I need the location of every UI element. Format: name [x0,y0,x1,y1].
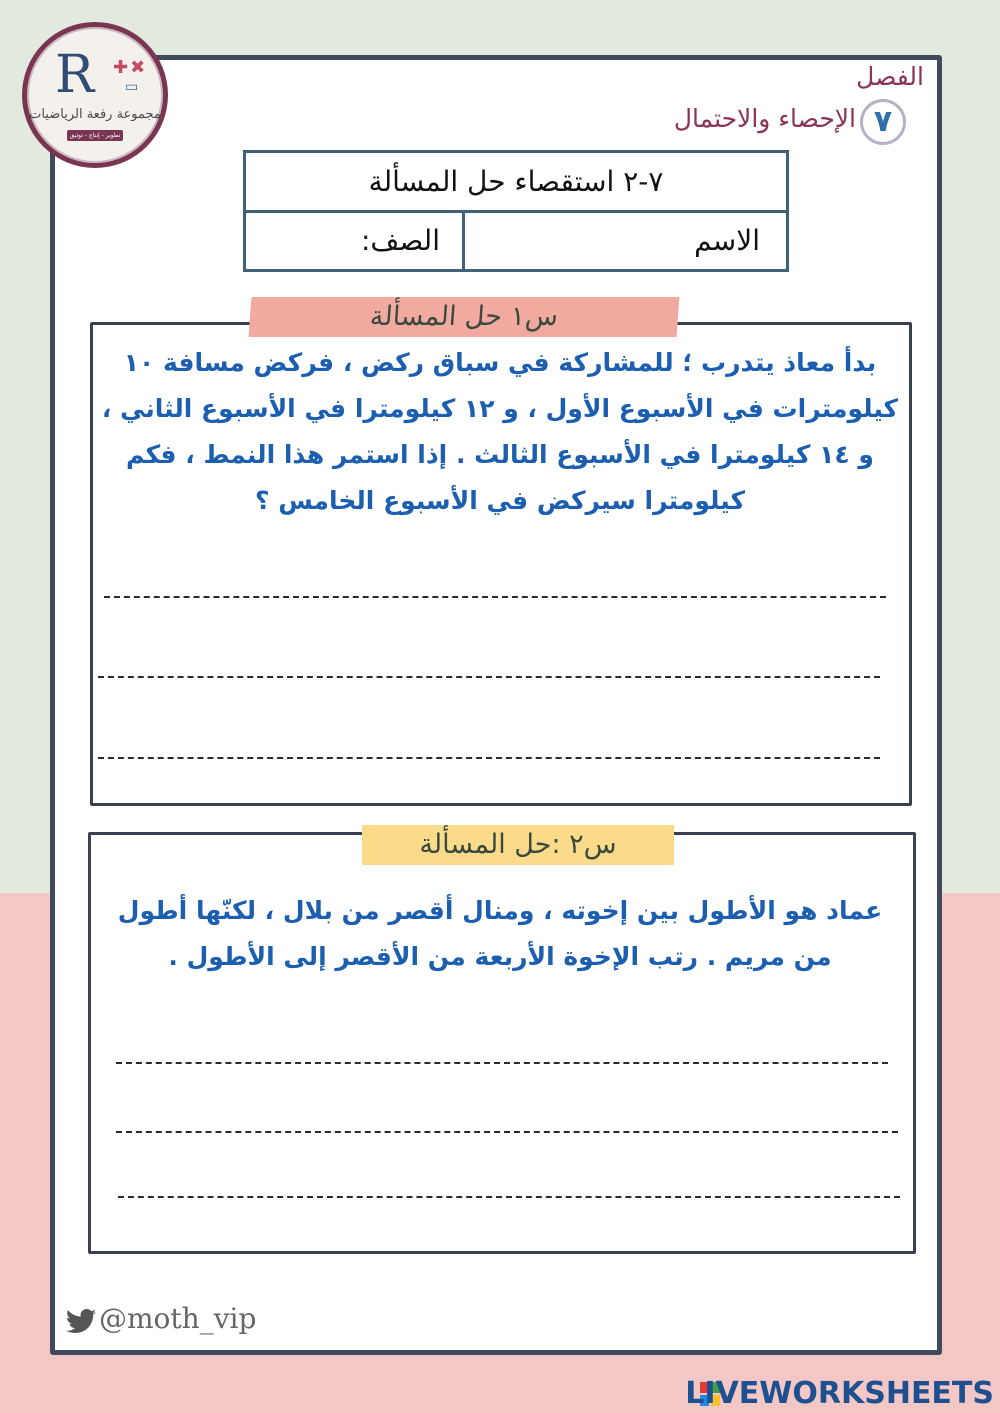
answer-line[interactable] [116,1131,898,1133]
question-2-label: س٢ :حل المسألة [362,825,674,865]
math-symbols-icon: ✚✖ [113,57,148,78]
answer-line[interactable] [118,1196,900,1198]
name-field[interactable]: الاسم [462,213,786,269]
chapter-label: الفصل [856,62,924,91]
question-1-label: س١ حل المسألة [249,297,680,337]
liveworksheets-brand[interactable]: LIVEWORKSHEETS [685,1376,994,1411]
question-1-text: بدأ معاذ يتدرب ؛ للمشاركة في سباق ركض ، فركض مسافة ١٠ كيلومترات في الأسبوع الأول ، و ١٢ كيلومترا في الأسبوع الثاني ، و ١٤ كيلومترا في الأسبوع الثالث . إذا استمر هذا النمط ، فكم كيلومترا سيركض في الأسبوع الخامس ؟ [101,348,899,515]
twitter-bird-icon [65,1309,97,1333]
class-field[interactable]: الصف: [360,224,440,257]
answer-line[interactable] [104,596,886,598]
logo [22,22,168,168]
graduation-icon: ▭ [125,79,139,95]
info-table [243,150,789,272]
logo-name: مجموعة رفعة الرياضيات [29,107,161,122]
logo-tagline: تطوير - إنتاج - توثيق [67,130,123,141]
question-2-text: عماد هو الأطول بين إخوته ، ومنال أقصر من بلال ، لكنّها أطول من مريم . رتب الإخوة الأربعة من الأقصر إلى الأطول . [117,896,883,971]
twitter-handle [65,1302,256,1335]
lesson-title: ٧-٢ استقصاء حل المسألة [246,153,786,213]
answer-line[interactable] [116,1062,888,1064]
answer-line[interactable] [98,676,880,678]
chapter-number-badge: ٧ [860,99,906,145]
twitter-handle-text: @moth_vip [99,1302,257,1335]
unit-title: الإحصاء والاحتمال [673,104,856,133]
logo-letter: R [55,45,95,105]
answer-line[interactable] [98,757,880,759]
